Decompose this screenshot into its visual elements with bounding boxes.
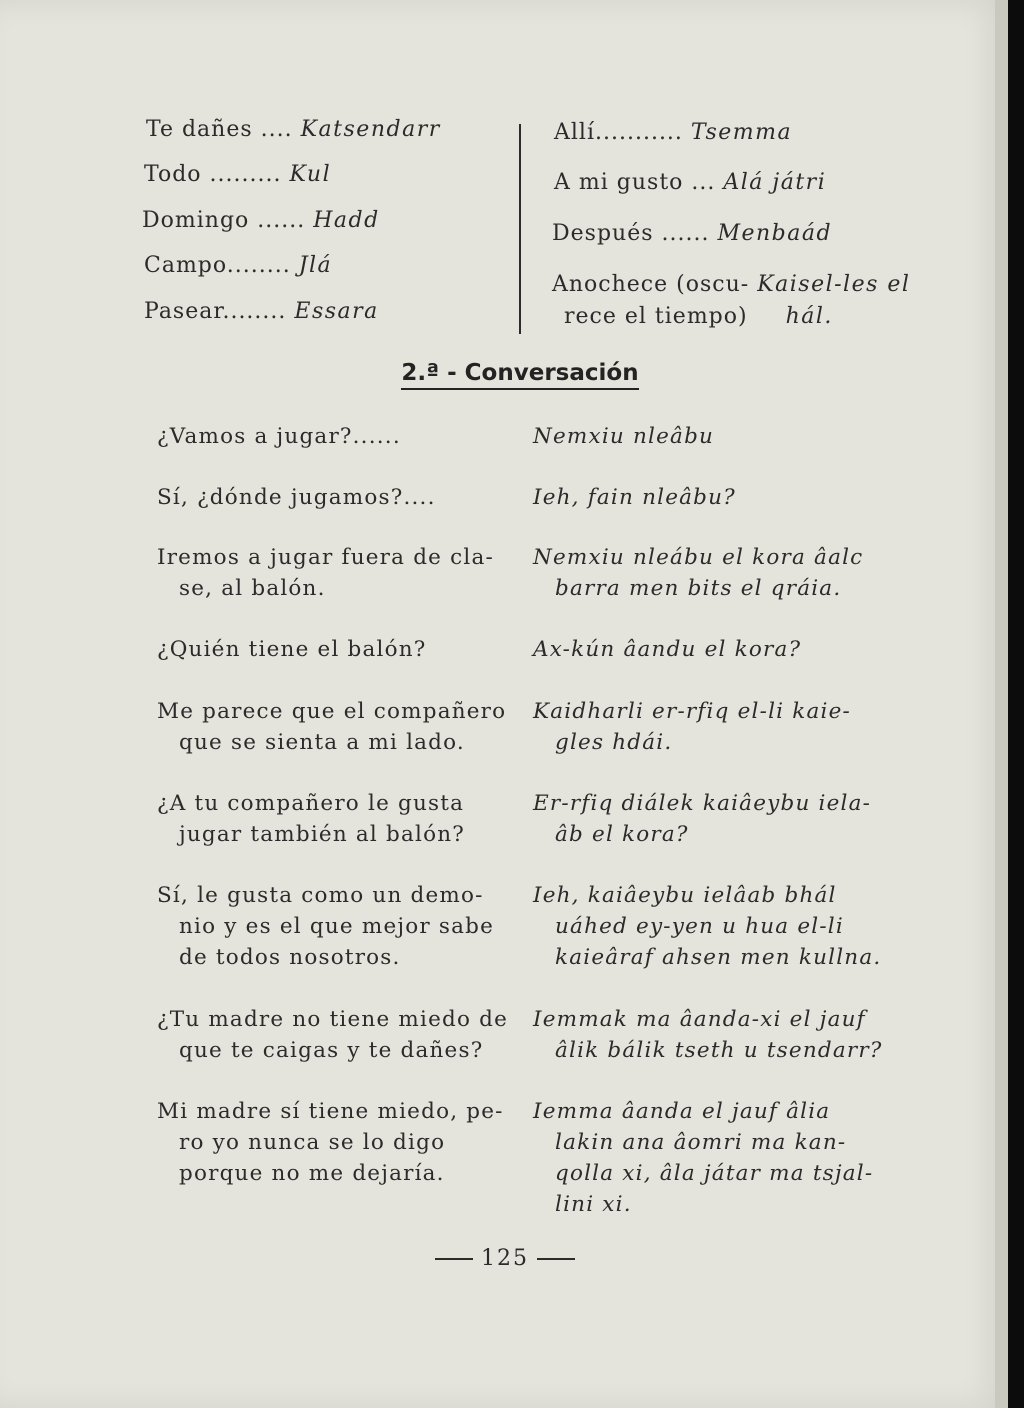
conversation-spanish-3 xyxy=(157,542,500,604)
vocab-left-2 xyxy=(144,162,331,187)
section-title xyxy=(0,360,1024,386)
arabic-line: âb el kora? xyxy=(555,822,689,847)
arabic-line: Nemxiu nleábu el kora âalc xyxy=(533,545,864,570)
vocab-right-4 xyxy=(552,272,910,297)
spanish-line: que te caigas y te dañes? xyxy=(179,1038,484,1063)
spanish-line: ro yo nunca se lo digo xyxy=(179,1130,446,1155)
spanish-line: ¿Quién tiene el balón? xyxy=(157,637,427,662)
vocab-spanish: Te dañes .... xyxy=(146,117,293,142)
vocab-arabic: Tsemma xyxy=(690,120,793,145)
arabic-line: lakin ana âomri ma kan- xyxy=(555,1130,847,1155)
dash-right xyxy=(537,1258,575,1260)
vocab-right-5 xyxy=(564,304,833,329)
spanish-line: nio y es el que mejor sabe xyxy=(179,914,495,939)
conversation-arabic-6 xyxy=(533,788,872,850)
vocab-right-1 xyxy=(554,120,792,145)
vocab-spanish: rece el tiempo) xyxy=(564,304,748,329)
arabic-line: qolla xi, âla játar ma tsjal- xyxy=(555,1161,874,1186)
spanish-line: jugar también al balón? xyxy=(179,822,465,847)
arabic-line: Iemma âanda el jauf âlia xyxy=(533,1099,831,1124)
vocab-right-2 xyxy=(554,170,826,195)
dash-left xyxy=(435,1258,473,1260)
conversation-arabic-9 xyxy=(533,1096,874,1220)
arabic-line: âlik bálik tseth u tsendarr? xyxy=(555,1038,883,1063)
conversation-arabic-1 xyxy=(533,421,863,452)
spanish-line: Iremos a jugar fuera de cla- xyxy=(157,545,494,570)
conversation-arabic-5 xyxy=(533,696,863,758)
vocab-left-3 xyxy=(142,208,380,233)
vocab-arabic: Katsendarr xyxy=(300,117,441,142)
conversation-spanish-9 xyxy=(157,1096,504,1189)
conversation-arabic-4 xyxy=(533,634,863,665)
arabic-line: uáhed ey-yen u hua el-li xyxy=(555,914,844,939)
spanish-line: Sí, le gusta como un demo- xyxy=(157,883,484,908)
vocab-left-1 xyxy=(146,117,441,142)
conversation-spanish-4 xyxy=(157,634,500,665)
spanish-line: Mi madre sí tiene miedo, pe- xyxy=(157,1099,504,1124)
conversation-arabic-7 xyxy=(533,880,882,973)
vocab-arabic: Hadd xyxy=(313,208,380,233)
vocab-spanish: Todo ......... xyxy=(144,162,282,187)
conversation-spanish-1 xyxy=(157,421,500,452)
column-divider xyxy=(519,124,521,334)
arabic-line: Nemxiu nleâbu xyxy=(533,424,715,449)
arabic-line: Kaidharli er-rfiq el-li kaie- xyxy=(533,699,851,724)
spanish-line: que se sienta a mi lado. xyxy=(179,730,465,755)
spanish-line: ¿Vamos a jugar?...... xyxy=(157,424,401,449)
conversation-spanish-5 xyxy=(157,696,507,758)
vocab-left-5 xyxy=(144,299,379,324)
page-number xyxy=(0,1246,1010,1271)
vocab-left-4 xyxy=(144,253,332,278)
conversation-spanish-6 xyxy=(157,788,500,850)
vocab-spanish: Anochece (oscu- xyxy=(552,272,750,297)
vocab-arabic: Jlá xyxy=(298,253,333,278)
arabic-line: kaieâraf ahsen men kullna. xyxy=(555,945,882,970)
conversation-spanish-7 xyxy=(157,880,500,973)
vocab-spanish: Campo........ xyxy=(144,253,291,278)
vocab-spanish: Pasear........ xyxy=(144,299,287,324)
spanish-line: de todos nosotros. xyxy=(179,945,401,970)
vocab-spanish: Allí........... xyxy=(554,120,683,145)
vocab-arabic: hál. xyxy=(785,304,833,329)
conversation-arabic-8 xyxy=(533,1004,883,1066)
vocab-spanish: A mi gusto ... xyxy=(554,170,716,195)
vocab-arabic: Menbaád xyxy=(717,221,833,246)
spanish-line: ¿A tu compañero le gusta xyxy=(157,791,465,816)
conversation-spanish-2 xyxy=(157,482,500,513)
page-number-text: 125 xyxy=(481,1246,529,1271)
vocab-right-3 xyxy=(552,221,832,246)
arabic-line: Er-rfiq diálek kaiâeybu iela- xyxy=(533,791,872,816)
vocab-arabic: Alá játri xyxy=(723,170,827,195)
arabic-line: Ax-kún âandu el kora? xyxy=(533,637,802,662)
conversation-arabic-3 xyxy=(533,542,863,604)
vocab-arabic: Kul xyxy=(289,162,332,187)
spanish-line: ¿Tu madre no tiene miedo de xyxy=(157,1007,509,1032)
section-title-text: 2.ª - Conversación xyxy=(401,360,638,390)
page-edge xyxy=(995,0,1008,1408)
arabic-line: Ieh, fain nleâbu? xyxy=(533,485,736,510)
conversation-spanish-8 xyxy=(157,1004,509,1066)
spanish-line: porque no me dejaría. xyxy=(179,1161,445,1186)
spanish-line: Sí, ¿dónde jugamos?.... xyxy=(157,485,436,510)
vocab-spanish: Domingo ...... xyxy=(142,208,306,233)
arabic-line: Ieh, kaiâeybu ielâab bhál xyxy=(533,883,837,908)
vocab-spanish: Después ...... xyxy=(552,221,710,246)
spanish-line: Me parece que el compañero xyxy=(157,699,507,724)
conversation-arabic-2 xyxy=(533,482,863,513)
vocab-arabic: Essara xyxy=(294,299,379,324)
vocab-arabic: Kaisel-les el xyxy=(757,272,911,297)
arabic-line: gles hdái. xyxy=(555,730,673,755)
arabic-line: barra men bits el qráia. xyxy=(555,576,842,601)
spanish-line: se, al balón. xyxy=(179,576,326,601)
arabic-line: Iemmak ma âanda-xi el jauf xyxy=(533,1007,866,1032)
arabic-line: lini xi. xyxy=(555,1192,632,1217)
